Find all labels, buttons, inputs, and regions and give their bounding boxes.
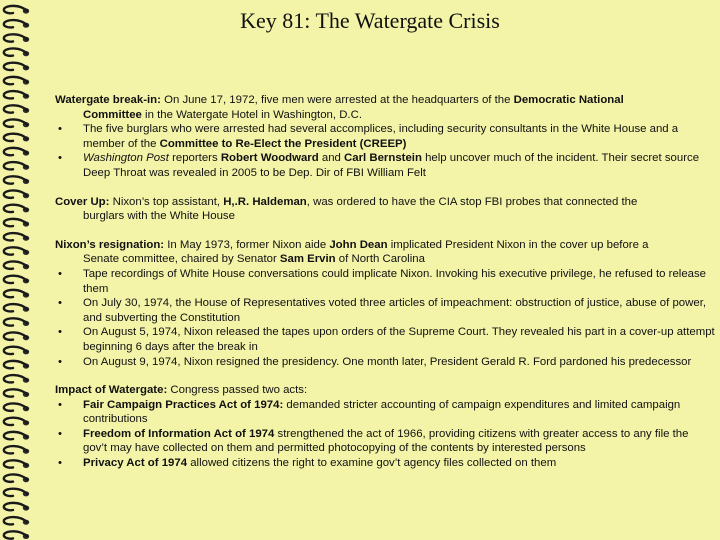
bullet-icon: •: [58, 398, 62, 411]
bullet-icon: •: [58, 355, 62, 368]
break-in-intro: Watergate break-in: On June 17, 1972, five men were arrested at the headquarters of the Democratic National: [55, 94, 624, 106]
section-resignation: Nixon’s resignation: In May 1973, former Nixon aide John Dean implicated President Nixon in the cover up before a Senate committee, chaired by Senator Sam Ervin of North Carolina • Tape recordings of White House conversations could implicate Nixon. Invoking his executive privilege, he refused to release them • On July 30, 1974, the House of Representatives voted three articles of impeachment: obstruction of justice, abuse of power, and subverting the Constitution • On August 5, 1974, Nixon released the tapes upon orders of the Supreme Court. They revealed his part in a cover-up attempt beginning 6 days after the break in • On August 9, 1974, Nixon resigned the presidency. One month later, President Gerald R. Ford pardoned his predecessor: [55, 238, 715, 368]
bullet-icon: •: [58, 427, 62, 440]
list-item: • Freedom of Information Act of 1974 strengthened the act of 1966, providing citizens with greater access to any file the gov’t may have collected on them and permitted photocopying of the contents by interested persons: [58, 427, 689, 455]
spiral-binding: [0, 0, 44, 540]
bullet-icon: •: [58, 457, 62, 470]
slide-content: [55, 93, 715, 485]
bullet-icon: •: [58, 123, 62, 136]
impact-heading: Impact of Watergate:: [55, 384, 168, 397]
list-item: • Privacy Act of 1974 allowed citizens the right to examine gov’t agency files collected on them: [58, 457, 557, 470]
section-cover-up: Cover Up: Nixon’s top assistant, H,.R. Haldeman, was ordered to have the CIA stop FBI probes that connected the burglars with the White House: [55, 195, 715, 224]
bullet-icon: •: [58, 267, 62, 280]
page-title: Key 81: The Watergate Crisis: [240, 8, 500, 33]
impact-intro: Impact of Watergate: Congress passed two acts:: [55, 384, 308, 397]
list-item: • The five burglars who were arrested had several accomplices, including security consultants in the White House and a member of the Committee to Re-Elect the President (CREEP): [58, 123, 679, 150]
list-item: • On August 5, 1974, Nixon released the tapes upon orders of the Supreme Court. They revealed his part in a cover-up attempt beginning 6 days after the break in: [58, 326, 715, 353]
resignation-intro: Nixon’s resignation: In May 1973, former Nixon aide John Dean implicated President Nixon in the cover up before a: [55, 238, 649, 251]
bullet-icon: •: [58, 152, 62, 165]
section-break-in: Watergate break-in: On June 17, 1972, five men were arrested at the headquarters of the Democratic National Committee in the Watergate Hotel in Washington, D.C. • The five burglars who were arrested had several accomplices, including security consultants in the White House and a member of the Committee to Re-Elect the President (CREEP) • Washington Post reporters Robert Woodward and Carl Bernstein help uncover much of the incident. Their secret source Deep Throat was revealed in 2005 to be Dep. Dir of FBI William Felt: [55, 93, 715, 181]
section-impact: [55, 383, 715, 471]
list-item: • Fair Campaign Practices Act of 1974: demanded stricter accounting of campaign expenditures and limited campaign contributions: [58, 398, 681, 426]
resignation-heading: Nixon’s resignation:: [55, 238, 165, 251]
break-in-heading: Watergate break-in:: [55, 94, 161, 106]
bullet-icon: •: [58, 326, 62, 339]
bullet-icon: •: [58, 297, 62, 310]
list-item: • On August 9, 1974, Nixon resigned the presidency. One month later, President Gerald R. Ford pardoned his predecessor: [58, 355, 692, 368]
list-item: • Washington Post reporters Robert Woodward and Carl Bernstein help uncover much of the incident. Their secret source Deep Throat was revealed in 2005 to be Dep. Dir of FBI William Felt: [58, 152, 700, 179]
cover-up-heading: Cover Up:: [55, 195, 110, 208]
list-item: • Tape recordings of White House conversations could implicate Nixon. Invoking his executive privilege, he refused to release them: [58, 267, 707, 295]
list-item: • On July 30, 1974, the House of Representatives voted three articles of impeachment: obstruction of justice, abuse of power, and subverting the Constitution: [58, 297, 707, 324]
cover-up-intro: Cover Up: Nixon’s top assistant, H,.R. Haldeman, was ordered to have the CIA stop FBI probes that connected the: [55, 195, 638, 208]
